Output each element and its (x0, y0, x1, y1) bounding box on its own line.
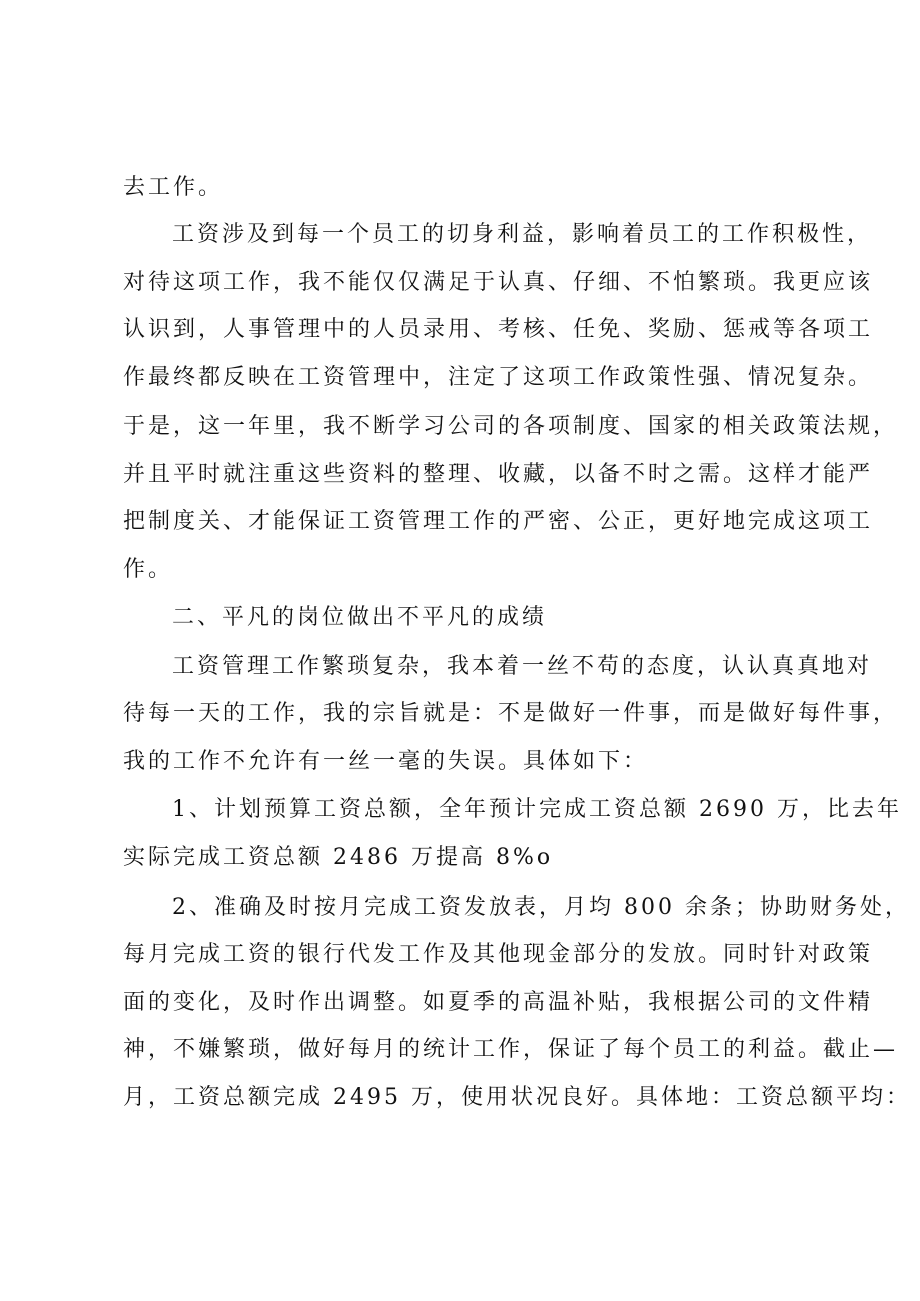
text-line-11: 工资管理工作繁琐复杂，我本着一丝不苟的态度，认认真真地对 (172, 654, 873, 679)
text-line-5: 作最终都反映在工资管理中，注定了这项工作政策性强、情况复杂。 (123, 365, 874, 390)
text-line-12: 待每一天的工作，我的宗旨就是：不是做好一件事，而是做好每件事， (123, 701, 899, 726)
text-line-19: 神，不嫌繁琐，做好每月的统计工作，保证了每个员工的利益。截止— (123, 1037, 899, 1062)
text-line-15: 实际完成工资总额 2486 万提高 8%o (123, 845, 554, 870)
text-line-14: 1、计划预算工资总额，全年预计完成工资总额 2690 万，比去年 (172, 797, 902, 822)
text-line-2: 工资涉及到每一个员工的切身利益，影响着员工的工作积极性， (172, 222, 873, 247)
section-heading: 二、平凡的岗位做出不平凡的成绩 (172, 605, 548, 630)
text-line-3: 对待这项工作，我不能仅仅满足于认真、仔细、不怕繁琐。我更应该 (123, 270, 874, 295)
text-line-18: 面的变化，及时作出调整。如夏季的高温补贴，我根据公司的文件精 (123, 990, 874, 1015)
text-line-8: 把制度关、才能保证工资管理工作的严密、公正，更好地完成这项工 (123, 509, 874, 534)
text-line-13: 我的工作不允许有一丝一毫的失误。具体如下： (123, 749, 649, 774)
text-line-17: 每月完成工资的银行代发工作及其他现金部分的发放。同时针对政策 (123, 942, 874, 967)
text-line-9: 作。 (123, 557, 174, 582)
text-line-20: 月，工资总额完成 2495 万，使用状况良好。具体地：工资总额平均： (123, 1085, 911, 1110)
text-line-16: 2、准确及时按月完成工资发放表，月均 800 余条；协助财务处， (172, 895, 910, 920)
text-line-7: 并且平时就注重这些资料的整理、收藏，以备不时之需。这样才能严 (123, 462, 874, 487)
text-line-1: 去工作。 (123, 175, 224, 200)
text-line-4: 认识到，人事管理中的人员录用、考核、任免、奖励、惩戒等各项工 (123, 317, 874, 342)
text-line-6: 于是，这一年里，我不断学习公司的各项制度、国家的相关政策法规， (123, 414, 899, 439)
